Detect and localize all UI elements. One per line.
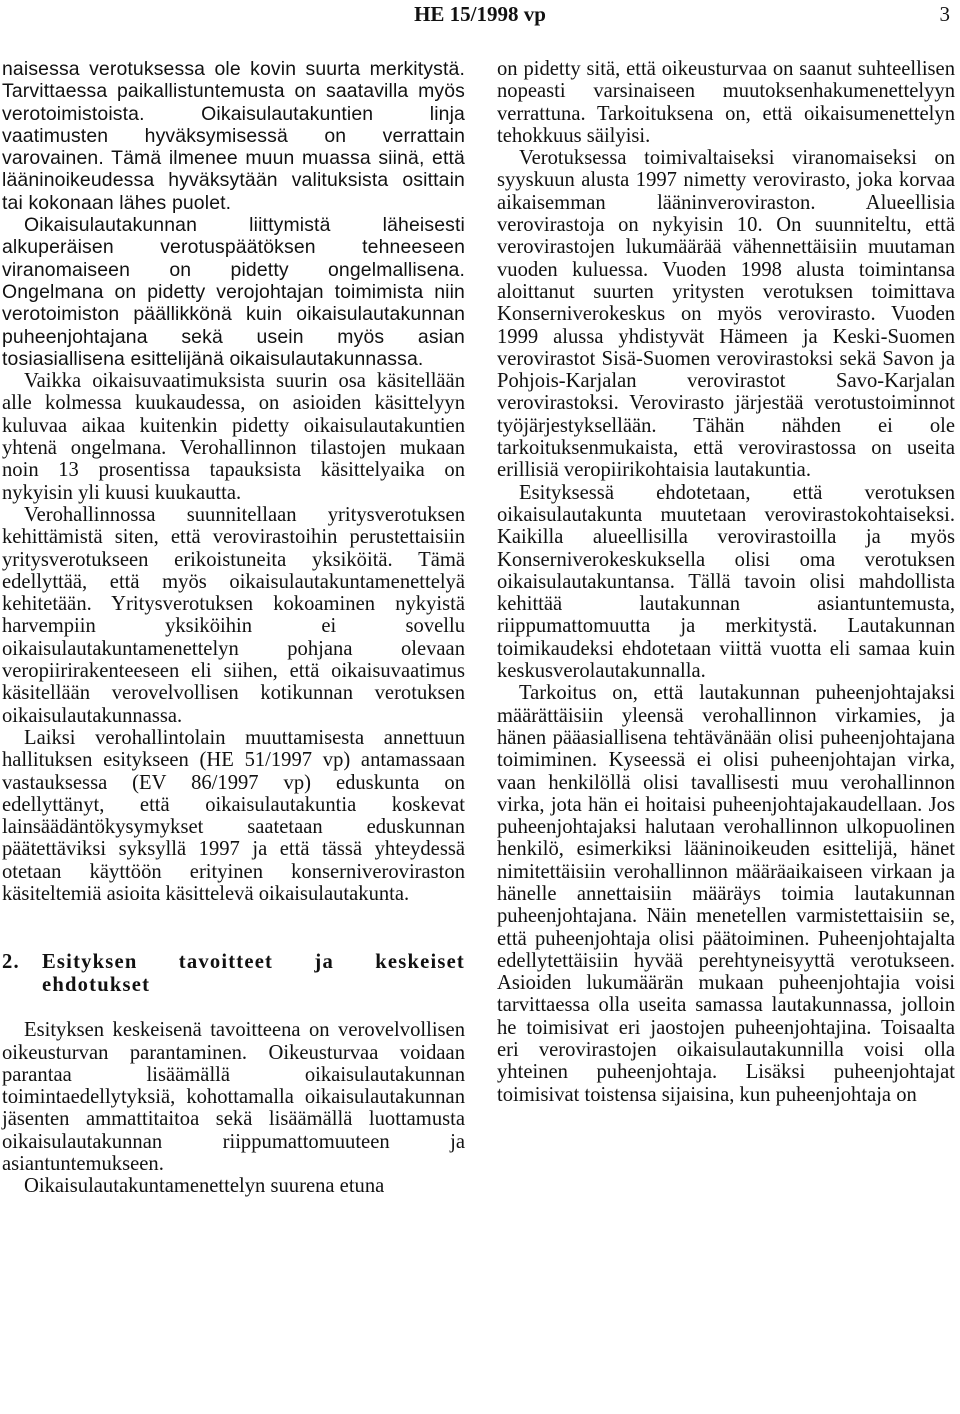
right-column (497, 58, 955, 1106)
paragraph: Laiksi verohallintolain muuttamisesta annettuun hallituksen esitykseen (HE 51/1997 vp) antamassaan vastauksessa (EV 86/1997 vp) eduskunta on edellyttänyt, että oikaisulautakuntia koskevat lainsäädäntökysymykset saatetaan eduskunnan päätettäviksi syksyllä 1997 ja että tässä yhteydessä otetaan käyttöön erityinen konserniveroviraston käsiteltemiä asioita käsittelevä oikaisulautakunta. (2, 726, 465, 905)
page-number: 3 (939, 2, 950, 26)
section-title: Esityksen tavoitteet ja keskeiset ehdotukset (42, 951, 465, 997)
left-column (2, 58, 465, 1198)
paragraph: Verotuksessa toimivaltaiseksi viranomaiseksi on syyskuun alusta 1997 nimetty verovirasto, joka korvaa aikaisemman lääninveroviraston. Alueellisia verovirastoja on nykyisin 10. On suunniteltu, että verovirastojen lukumäärää vähennettäisiin muutaman vuoden kuluessa. Vuoden 1998 alusta toimintansa aloittanut suurten yritysten verotuksen toimittava Konserniverokeskus on myös verovirasto. Vuoden 1999 alussa yhdistyvät Hämeen ja Keski-Suomen verovirastot Sisä-Suomen verovirastoksi sekä Savon ja Pohjois-Karjalan verovirastot Savo-Karjalan verovirastoksi. Verovirasto järjestää verotustoiminnot työjärjestyksellään. Tähän nähden ei ole tarkoituksenmukaista, että verovirastossa on useita erillisiä veropiirikohtaisia lautakuntia. (497, 147, 955, 482)
paragraph: Tarkoitus on, että lautakunnan puheenjohtajaksi määrättäisiin yleensä verohallinnon virkamies, ja hänen pääasiallisena tehtävänään olisi puheenjohtajana toimiminen. Kyseessä ei olisi puheenjohtajan virka, vaan henkilöllä olisi tavallisesti muu verohallinnon virka, jota hän ei hoitaisi puheenjohtajakaudellaan. Jos puheenjohtajaksi halutaan verohallinnon ulkopuolinen henkilö, esimerkiksi lääninoikeuden esittelijä, hänet nimitettäisiin verohallinnon määräaikaiseen virkaan ja hänelle annettaisiin määräys toimia lautakunnan puheenjohtajana. Näin menetellen varmistettaisiin se, että puheenjohtaja olisi päätoiminen. Puheenjohtajalta edellytettäisiin hyvää perehtyneisyyttä verotukseen. Asioiden lukumäärän mukaan puheenjohtajia voisi tarvittaessa olla useita samassa lautakunnassa, jolloin he toimisivat eri jaostojen puheenjohtajina. Toisaalta eri verovirastojen oikaisulautakunnilla voisi olla yhteinen puheenjohtaja. Lisäksi puheenjohtajat toimisivat toistensa sijaisina, kun puheenjohtaja on (497, 682, 955, 1106)
paragraph: Esityksessä ehdotetaan, että verotuksen oikaisulautakunta muutetaan verovirastokohtaiseksi. Kaikilla alueellisilla verovirastoilla ja myös Konserniverokeskuksella olisi oma verotuksen oikaisulautakuntansa. Tällä tavoin olisi mahdollista kehittää lautakunnan asiantuntemusta, riippumattomuutta ja merkitystä. Lautakunnan toimikaudeksi ehdotetaan viittä vuotta eli samaa kuin keskusverolautakunnalla. (497, 481, 955, 683)
paragraph: naisessa verotuksessa ole kovin suurta merkitystä. Tarvittaessa paikallistuntemusta on saatavilla myös verotoimistoista. Oikaisulautakuntien linja vaatimusten hyväksymisessä on verrattain varovainen. Tämä ilmenee muun muassa siinä, että lääninoikeudessa hyväksytään valituksista osittain tai kokonaan lähes puolet. (2, 58, 465, 214)
paragraph: Esityksen keskeisenä tavoitteena on verovelvollisen oikeusturvan parantaminen. Oikeusturvaa voidaan parantaa lisäämällä oikaisulautakunnan toimintaedellytyksiä, kohottamalla oikaisulautakunnan jäsenten ammattitaitoa sekä lisäämällä luottamusta oikaisulautakunnan riippumattomuuteen ja asiantuntemukseen. (2, 1019, 465, 1176)
paragraph: Oikaisulautakunnan liittymistä läheisesti alkuperäisen verotuspäätöksen tehneeseen viranomaiseen on pidetty ongelmallisena. Ongelmana on pidetty verojohtajan toimimista niin verotoimiston päällikkönä kuin oikaisulautakunnan puheenjohtajana sekä usein myös asian tosiasiallisena esittelijänä oikaisulautakunnassa. (2, 214, 465, 370)
page-header (0, 0, 960, 30)
document-reference: HE 15/1998 vp (414, 2, 546, 26)
paragraph: on pidetty sitä, että oikeusturvaa on saanut suhteellisen nopeasti varsinaiseen muutoksenhakumenettelyyn verrattuna. Tarkoituksena on, että oikaisumenettelyn tehokkuus säilyisi. (497, 58, 955, 147)
section-number: 2. (2, 951, 20, 974)
paragraph: Oikaisulautakuntamenettelyn suurena etuna (24, 1175, 385, 1198)
section-heading (2, 951, 465, 997)
paragraph: Vaikka oikaisuvaatimuksista suurin osa käsitellään alle kolmessa kuukaudessa, on asioiden käsittelyyn kuluvaa aikaa kuitenkin pidetty oikaisulautakuntien yhtenä ongelmana. Verohallinnon tilastojen mukaan noin 13 prosentissa tapauksista käsittelyaika on nykyisin yli kuusi kuukautta. (2, 370, 465, 504)
paragraph: Verohallinnossa suunnitellaan yritysverotuksen kehittämistä siten, että verovirastoihin perustettaisiin yritysverotukseen erikoistuneita yksiköitä. Tämä edellyttää, että myös oikaisulautakuntamenettelyä kehitetään. Yritysverotuksen kokoaminen nykyistä harvempiin yksiköihin ei sovellu oikaisulautakuntamenettelyn pohjana olevaan veropiirirakenteeseen eli siihen, että oikaisuvaatimus käsitellään verovelvollisen kotikunnan verotuksen oikaisulautakunnassa. (2, 503, 465, 727)
